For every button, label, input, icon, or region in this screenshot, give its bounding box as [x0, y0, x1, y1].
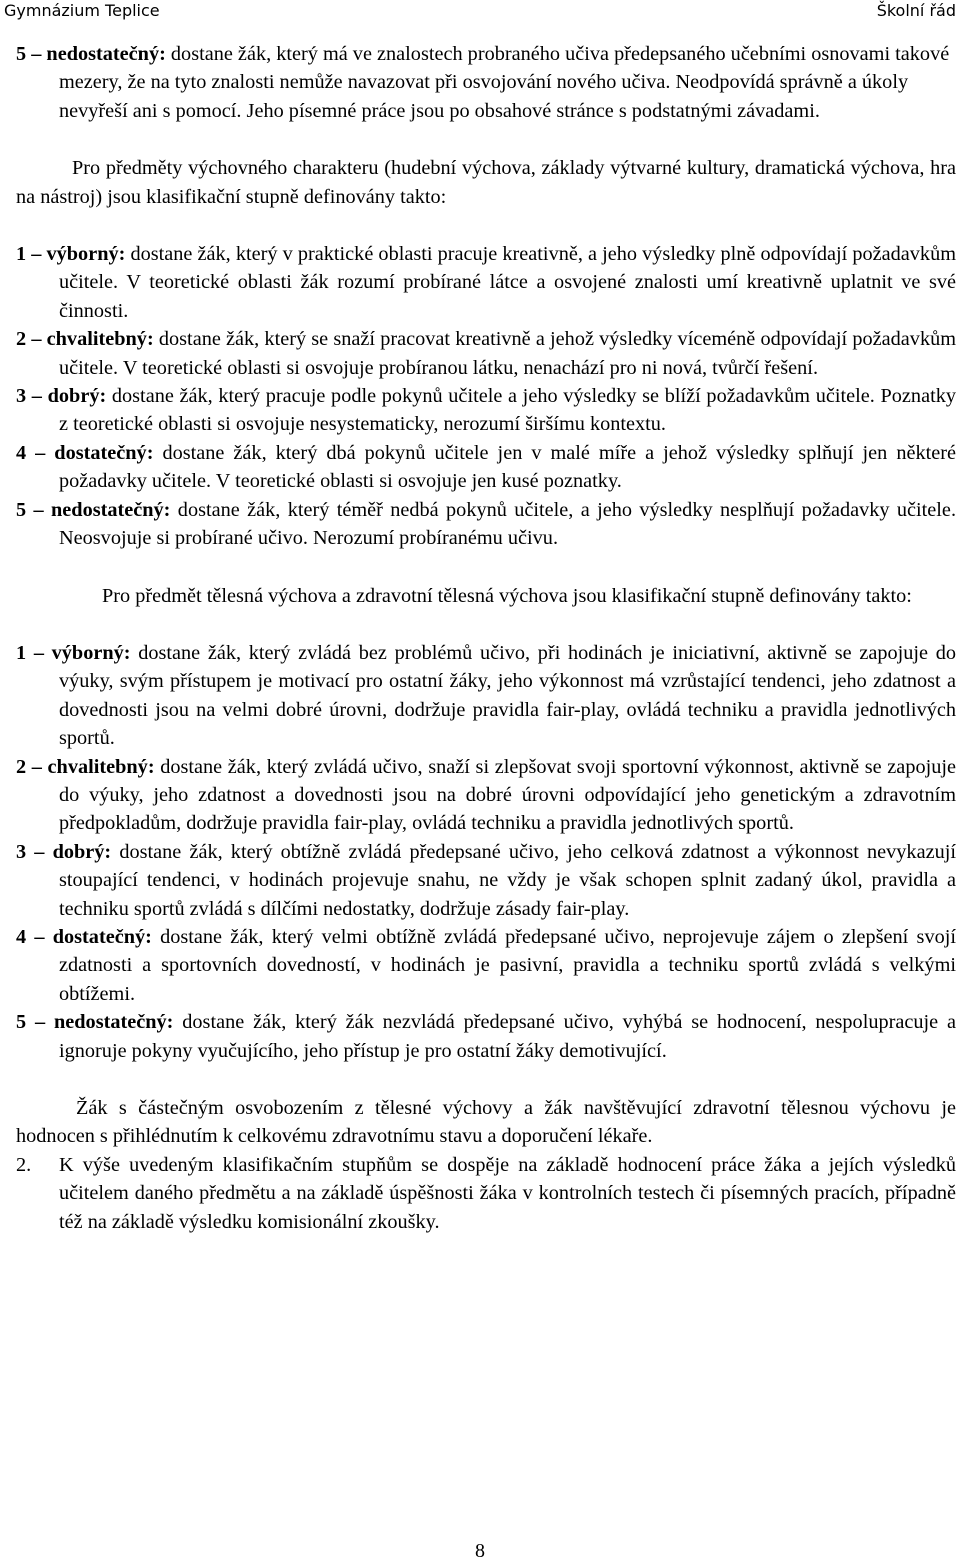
section-intro: Pro předměty výchovného charakteru (hudební výchova, základy výtvarné kultury, dramatická výchova, hra na nástroj) jsou klasifikační stupně definovány takto:: [16, 157, 956, 208]
grade-text: dostane žák, který se snaží pracovat kreativně a jehož výsledky víceméně odpovídají požadavkům učitele. V teoretické oblasti si osvojuje probíranou látku, nenachází pro ni nová, tvůrčí řešení.: [59, 328, 957, 379]
grade-label: 4 – dostatečný:: [16, 925, 152, 948]
page-content: [16, 40, 956, 1236]
grade-text: dostane žák, který velmi obtížně zvládá předepsané učivo, neprojevuje zájem o zlepšení svojí zdatnosti a sportovních dovedností, v hodinách je pasivní, pravidla a techniku sportů zvládá s velkými obtížemi.: [59, 925, 956, 1005]
grade-4: [16, 439, 956, 496]
grade-label: 5 – nedostatečný:: [16, 43, 166, 65]
grade-1: [16, 240, 956, 325]
grade-text: dostane žák, který zvládá učivo, snaží si zlepšovat svoji sportovní výkonnost, aktivně se zapojuje do výuky, jeho zdatnost a dovednosti jsou na dobré úrovni odpovídající jeho genetickým a zdravotním předpokladům, dodržuje pravidla fair-play, ovládá techniku a pravidla jednotlivých sportů.: [59, 755, 957, 835]
header-school-name: Gymnázium Teplice: [4, 1, 160, 20]
grade-label: 2 – chvalitebný:: [16, 755, 155, 778]
grade-5-general: [16, 40, 956, 125]
grade-5: [16, 496, 956, 553]
page-header: [0, 0, 960, 24]
grade-label: 1 – výborný:: [16, 243, 126, 266]
grade-text: dostane žák, který žák nezvládá předepsané učivo, vyhýbá se hodnocení, nespolupracuje a ignoruje pokyny vyučujícího, jeho přístup je pro ostatní žáky demotivující.: [59, 1011, 957, 1062]
grade-3: [16, 382, 956, 439]
grade-3: [16, 838, 956, 923]
item-text: K výše uvedeným klasifikačním stupňům se dospěje na základě hodnocení práce žáka a jejích výsledků učitelem daného předmětu a na základě úspěšnosti žáka v kontrolních testech či písemných pracích, případně též na základě výsledku komisionální zkoušky.: [59, 1153, 956, 1233]
partial-exemption-note: Žák s částečným osvobozením z tělesné výchovy a žák navštěvující zdravotní tělesnou výchovu je hodnocen s přihlédnutím k celkovému zdravotnímu stavu a doporučení lékaře.: [16, 1097, 956, 1148]
grade-label: 1 – výborný:: [16, 641, 131, 664]
grade-5: [16, 1008, 956, 1065]
header-document-title: Školní řád: [876, 1, 956, 20]
section-art-subjects: [16, 154, 956, 552]
grade-label: 5 – nedostatečný:: [16, 498, 171, 521]
grade-2: [16, 753, 956, 838]
section-intro: Pro předmět tělesná výchova a zdravotní tělesná výchova jsou klasifikační stupně definovány takto:: [102, 584, 912, 607]
grade-label: 2 – chvalitebný:: [16, 328, 154, 351]
grade-text: dostane žák, který má ve znalostech probraného učiva předepsaného učebními osnovami takové mezery, že na tyto znalosti nemůže navazovat při osvojování nového učiva. Neodpovídá správně a úkoly nevyřeší ani s pomocí. Jeho písemné práce jsou po obsahové stránce s podstatnými závadami.: [59, 43, 950, 122]
grade-label: 3 – dobrý:: [16, 840, 112, 863]
grade-1: [16, 639, 956, 753]
numbered-item-2: [16, 1151, 956, 1236]
grade-label: 3 – dobrý:: [16, 385, 107, 408]
grade-text: dostane žák, který pracuje podle pokynů učitele a jeho výsledky se blíží požadavkům učitele. Poznatky z teoretické oblasti si osvojuje nesystematicky, nerozumí širšímu kontextu.: [59, 385, 956, 436]
grade-text: dostane žák, který téměř nedbá pokynů učitele, a jeho výsledky nesplňují požadavky učitele. Neosvojuje si probírané učivo. Nerozumí probíranému učivu.: [59, 498, 957, 550]
grade-text: dostane žák, který dbá pokynů učitele jen v malé míře a jehož výsledky splňují jen některé požadavky učitele. V teoretické oblasti si osvojuje jen kusé poznatky.: [59, 441, 956, 493]
grade-text: dostane žák, který zvládá bez problémů učivo, při hodinách je iniciativní, aktivně se zapojuje do výuky, svým přístupem je motivací pro ostatní žáky, jeho výkonnost má vzrůstající tendenci, jeho zdatnost a dovednosti jsou na velmi dobré úrovni, dodržuje pravidla fair-play, ovládá techniku a pravidla jednotlivých sportů.: [59, 641, 956, 750]
grade-text: dostane žák, který v praktické oblasti pracuje kreativně, a jeho výsledky plně odpovídají požadavkům učitele. V teoretické oblasti žák rozumí probírané látce a osvojené znalosti umí kreativně uplatnit ve své činnosti.: [59, 243, 956, 322]
grade-label: 5 – nedostatečný:: [16, 1011, 174, 1034]
page-number: 8: [475, 1540, 485, 1562]
section-physical-education: [16, 582, 956, 610]
item-number: 2.: [16, 1153, 32, 1176]
grade-2: [16, 325, 956, 382]
grade-text: dostane žák, který obtížně zvládá předepsané učivo, jeho celková zdatnost a výkonnost nevykazují stoupající tendenci, v hodinách projevuje snahu, ne vždy je však schopen splnit zadaný úkol, pravidla a techniku sportů zvládá s dílčími nedostatky, dodržuje zásady fair-play.: [59, 840, 956, 920]
grade-4: [16, 923, 956, 1008]
grade-label: 4 – dostatečný:: [16, 441, 154, 464]
